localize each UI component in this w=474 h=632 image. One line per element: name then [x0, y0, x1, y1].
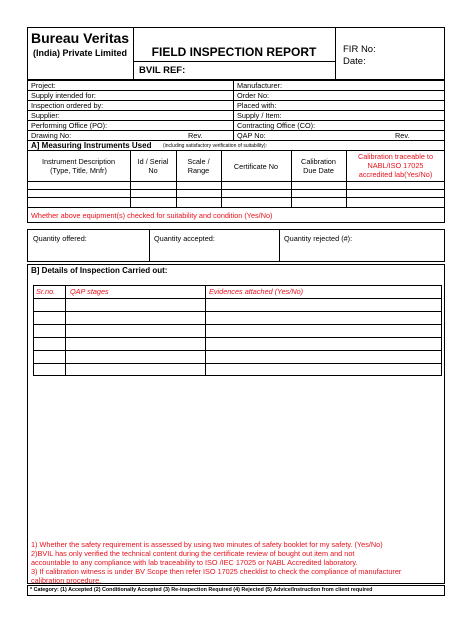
col-sr-no: Sr.no. — [36, 287, 56, 296]
note-safety: 1) Whether the safety requirement is assessed by using two minutes of safety booklet for my safety. (Yes/No) — [31, 540, 383, 549]
company-subtitle: (India) Private Limited — [33, 48, 128, 58]
note-calibration-line2: calibration procedure. — [31, 576, 102, 585]
category-legend: * Category: (1) Accepted (2) Conditionally Accepted (3) Re-inspection Required (4) Rejected (5) Advice/Instruction from client required — [30, 587, 373, 593]
manufacturer-label: Manufacturer: — [237, 81, 283, 90]
col-calibration-due: Calibration Due Date — [301, 157, 336, 175]
qap-no-label: QAP No: — [237, 131, 266, 140]
header-title-underline — [133, 61, 335, 62]
inspection-ordered-label: Inspection ordered by: — [31, 101, 104, 110]
col-certificate-no: Certificate No — [233, 162, 279, 171]
order-no-label: Order No: — [237, 91, 270, 100]
suitability-question: Whether above equipment(s) checked for suitability and condition (Yes/No) — [31, 211, 273, 220]
qap-rev-label: Rev. — [395, 131, 410, 140]
header-divider-right — [335, 27, 336, 80]
date-label: Date: — [343, 56, 366, 67]
section-a-note: (including satisfactory verification of suitability): — [163, 143, 267, 149]
quantity-box — [27, 229, 445, 262]
col-scale-range: Scale / Range — [187, 157, 210, 175]
project-label: Project: — [31, 81, 56, 90]
supplier-label: Supplier: — [31, 111, 60, 120]
supply-intended-label: Supply intended for: — [31, 91, 96, 100]
col-qap-stages: QAP stages — [70, 287, 109, 296]
supply-item-label: Supply / Item: — [237, 111, 282, 120]
note-bvil-line2: accountable to any compliance with lab traceability to ISO /IEC 17025 or NABL Accredited laboratory. — [31, 558, 358, 567]
col-calibration-traceable: Calibration traceable to NABL/ISO 17025 accredited lab(Yes/No) — [357, 152, 434, 179]
col-evidences-attached: Evidences attached (Yes/No) — [209, 287, 304, 296]
company-name: Bureau Veritas — [31, 30, 130, 46]
contracting-office-label: Contracting Office (CO): — [237, 121, 316, 130]
note-calibration-line1: 3) If calibration witness is under BV Scope then refer ISO 17025 checklist to check the compliance of manufacturer — [31, 567, 402, 576]
section-a-title: A] Measuring Instruments Used — [31, 141, 152, 150]
performing-office-label: Performing Office (PO): — [31, 121, 108, 130]
col-instrument-description: Instrument Description (Type, Title, Mnfr) — [42, 157, 115, 175]
bvil-ref-label: BVIL REF: — [139, 65, 186, 76]
placed-with-label: Placed with: — [237, 101, 277, 110]
note-bvil-line1: 2)BVIL has only verified the technical content during the certificate review of bought out item and not — [31, 549, 355, 558]
col-serial-no: Id / Serial No — [137, 157, 169, 175]
drawing-no-label: Drawing No: — [31, 131, 72, 140]
report-title: FIELD INSPECTION REPORT — [151, 45, 317, 59]
quantity-offered-label: Quantity offered: — [33, 234, 87, 243]
quantity-accepted-label: Quantity accepted: — [154, 234, 215, 243]
quantity-rejected-label: Quantity rejected (#): — [284, 234, 353, 243]
section-b-title: B] Details of Inspection Carried out: — [31, 266, 168, 275]
fir-no-label: FIR No: — [343, 44, 376, 55]
drawing-rev-label: Rev. — [188, 131, 203, 140]
